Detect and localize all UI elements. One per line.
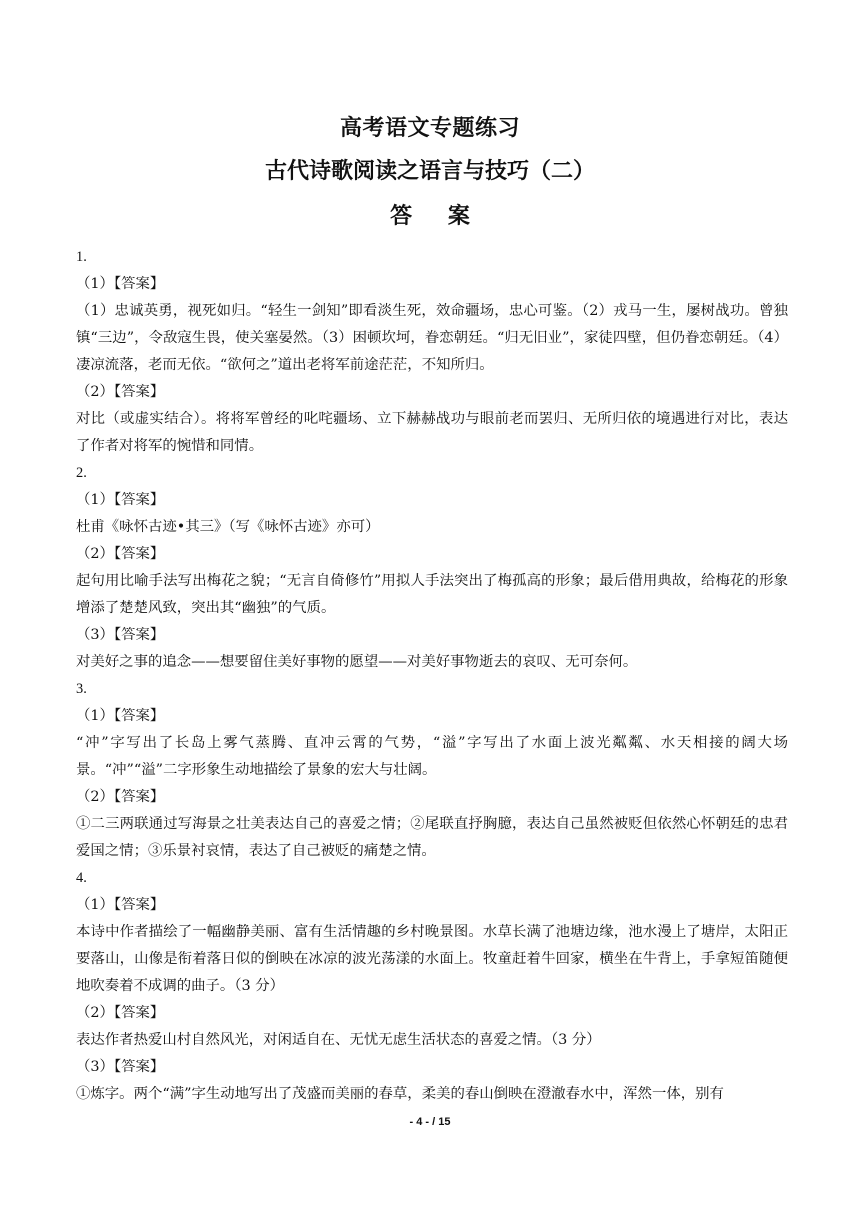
answer-label: （1）【答案】 (76, 492, 165, 508)
answer-text: “冲”字写出了长岛上雾气蒸腾、直冲云霄的气势，“溢”字写出了水面上波光粼粼、水天相接的阔大场景。“冲”“溢”二字形象生动地描绘了景象的宏大与壮阔。 (76, 735, 788, 778)
answer-label: （2）【答案】 (76, 546, 165, 562)
question-number: 2. (76, 465, 87, 481)
page-number: - 4 - / 15 (409, 1116, 451, 1128)
answer-label: （3）【答案】 (76, 627, 165, 643)
answer-text: 表达作者热爱山村自然风光，对闲适自在、无忧无虑生活状态的喜爱之情。（3 分） (76, 1032, 601, 1048)
answer-label: （1）【答案】 (76, 897, 165, 913)
answer-text: 杜甫《咏怀古迹•其三》（写《咏怀古迹》亦可） (76, 519, 380, 535)
answer-label: （1）【答案】 (76, 276, 165, 292)
document-title: 高考语文专题练习 (339, 116, 520, 141)
answer-content (76, 244, 788, 1108)
answer-text: ①二三两联通过写海景之壮美表达自己的喜爱之情；②尾联直抒胸臆，表达自己虽然被贬但依然心怀朝廷的忠君爱国之情；③乐景衬哀情，表达了自己被贬的痛楚之情。 (76, 816, 788, 859)
answer-text: 起句用比喻手法写出梅花之貌；“无言自倚修竹”用拟人手法突出了梅孤高的形象；最后借用典故，给梅花的形象增添了楚楚风致，突出其“幽独”的气质。 (76, 573, 788, 616)
answer-text: 对美好之事的追念——想要留住美好事物的愿望——对美好事物逝去的哀叹、无可奈何。 (76, 654, 638, 670)
answer-label: （2）【答案】 (76, 1005, 165, 1021)
answer-label: （3）【答案】 (76, 1059, 165, 1075)
question-number: 1. (76, 249, 87, 265)
question-number: 3. (76, 681, 87, 697)
answer-text: （1）忠诚英勇，视死如归。“轻生一剑知”即看淡生死，效命疆场，忠心可鉴。（2）戎马一生，屡树战功。曾独镇“三边”，令敌寇生畏，使关塞晏然。（3）困顿坎坷，眷恋朝廷。“归无旧业”，家徒四壁，但仍眷恋朝廷。（4）凄凉流落，老而无依。“欲何之”道出老将军前途茫茫，不知所归。 (76, 303, 788, 373)
answer-label: （2）【答案】 (76, 384, 165, 400)
answer-label: （1）【答案】 (76, 708, 165, 724)
answer-text: 对比（或虚实结合）。将将军曾经的叱咤疆场、立下赫赫战功与眼前老而罢归、无所归依的境遇进行对比，表达了作者对将军的惋惜和同情。 (76, 411, 788, 454)
answer-label: （2）【答案】 (76, 789, 165, 805)
answer-text: 本诗中作者描绘了一幅幽静美丽、富有生活情趣的乡村晚景图。水草长满了池塘边缘，池水漫上了塘岸，太阳正要落山，山像是衔着落日似的倒映在冰凉的波光荡漾的水面上。牧童赶着牛回家，横坐在牛背上，手拿短笛随便地吹奏着不成调的曲子。（3 分） (76, 924, 788, 994)
question-number: 4. (76, 870, 87, 886)
answer-text: ①炼字。两个“满”字生动地写出了茂盛而美丽的春草，柔美的春山倒映在澄澈春水中，浑然一体，别有 (76, 1086, 724, 1102)
answer-heading: 答 案 (390, 204, 484, 229)
document-subtitle: 古代诗歌阅读之语言与技巧（二） (264, 159, 595, 184)
document-header (0, 108, 860, 240)
